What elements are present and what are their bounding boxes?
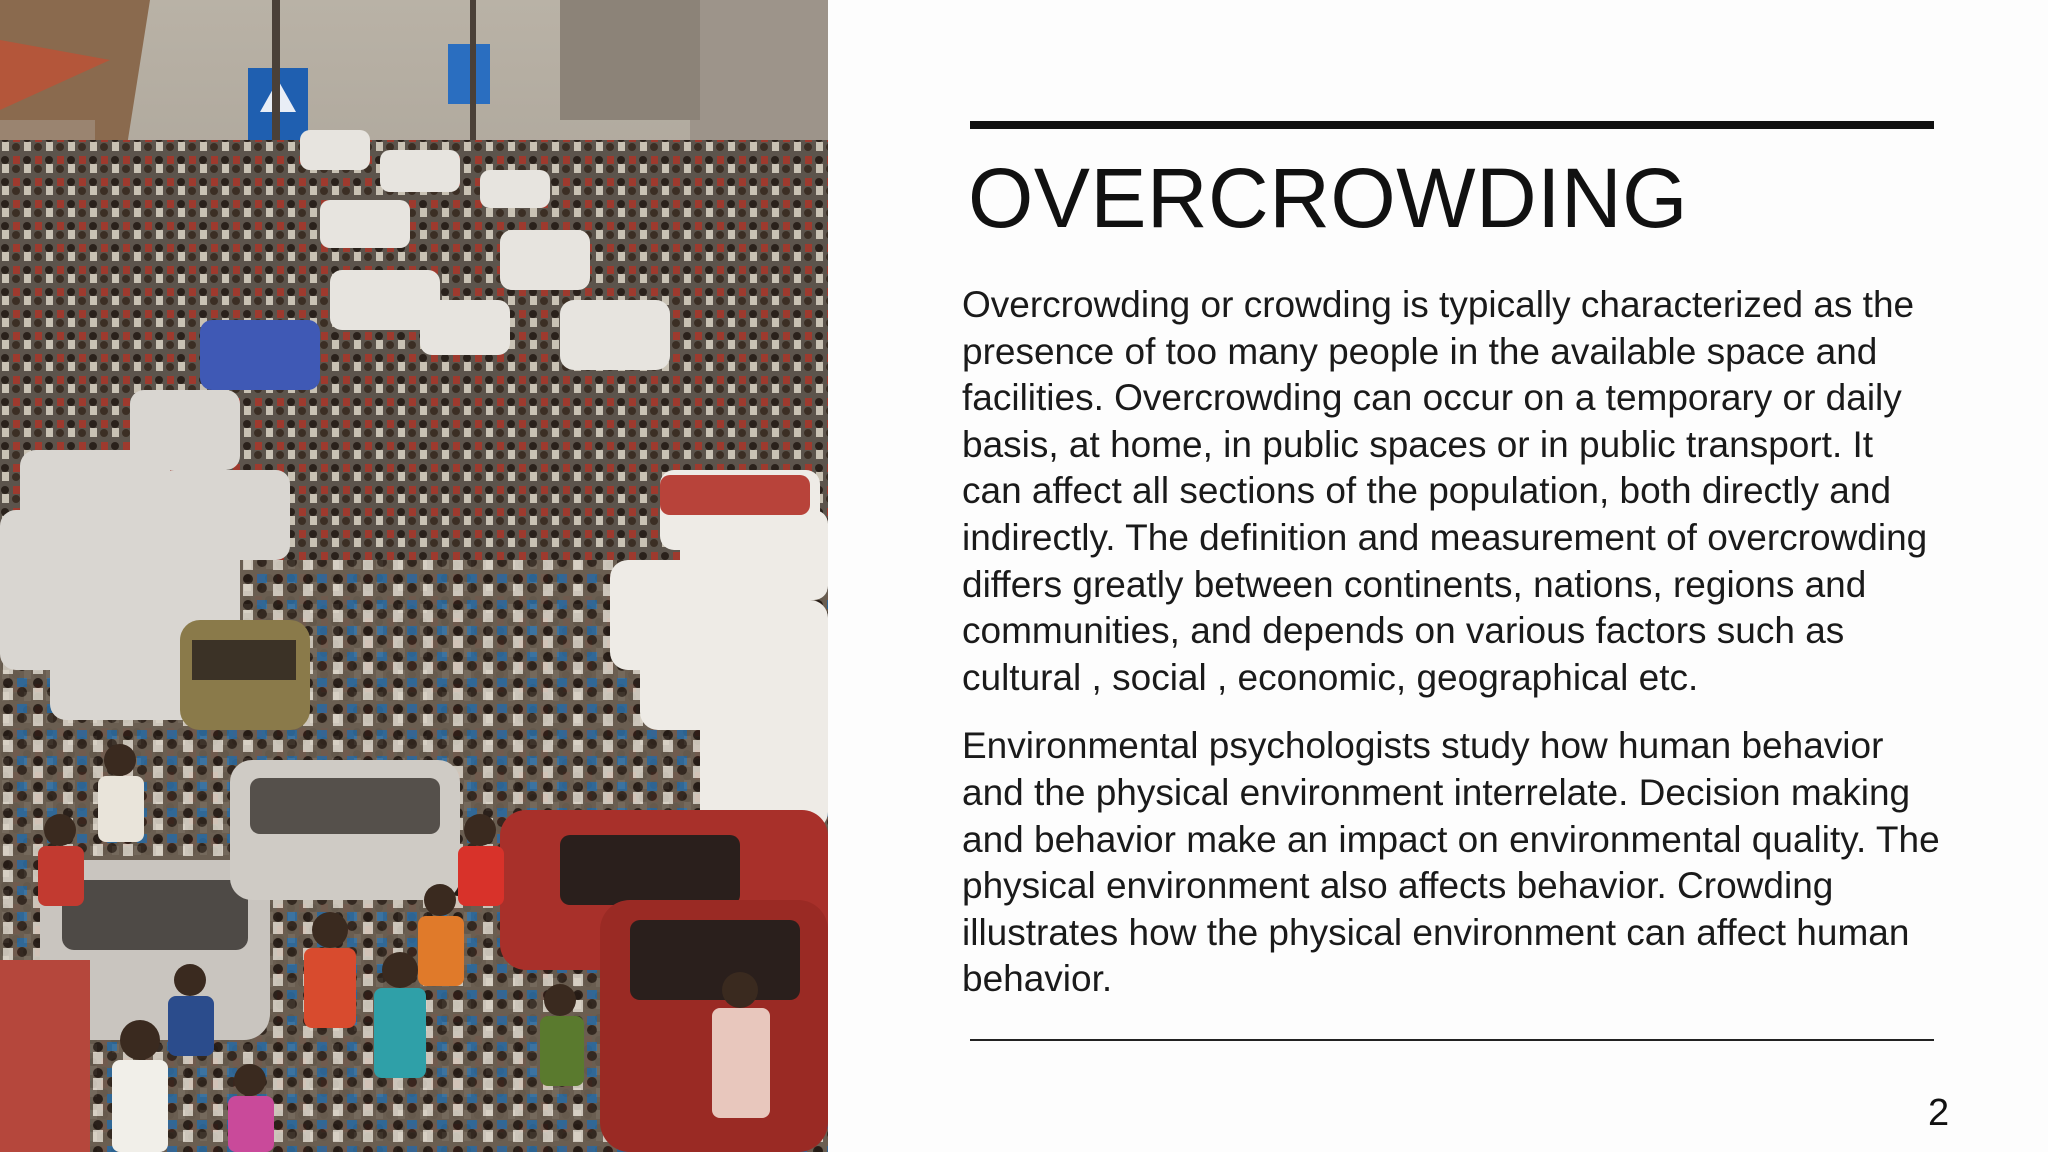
page-number: 2: [1928, 1092, 1950, 1134]
body-bottom-rule: [970, 1039, 1934, 1041]
slide-body: [962, 282, 1942, 1003]
title-top-rule: [970, 121, 1934, 129]
crowded-street-illustration: [0, 0, 828, 1152]
crowded-street-photo: [0, 0, 828, 1152]
body-paragraph-1: Overcrowding or crowding is typically characterized as the presence of too many people in the available space and facilities. Overcrowding can occur on a temporary or daily basis, at home, in public spaces or in public transport. It can affect all sections of the population, both directly and indirectly. The definition and measurement of overcrowding differs greatly between continents, nations, regions and communities, and depends on various factors such as cultural , social , economic, geographical etc.: [962, 284, 1928, 698]
body-paragraph-2: Environmental psychologists study how human behavior and the physical environment interrelate. Decision making and behavior make an impact on environmental quality. The physical environment also affects behavior. Crowding illustrates how the physical environment can affect human behavior.: [962, 725, 1940, 1000]
slide-title: OVERCROWDING: [968, 151, 1688, 245]
